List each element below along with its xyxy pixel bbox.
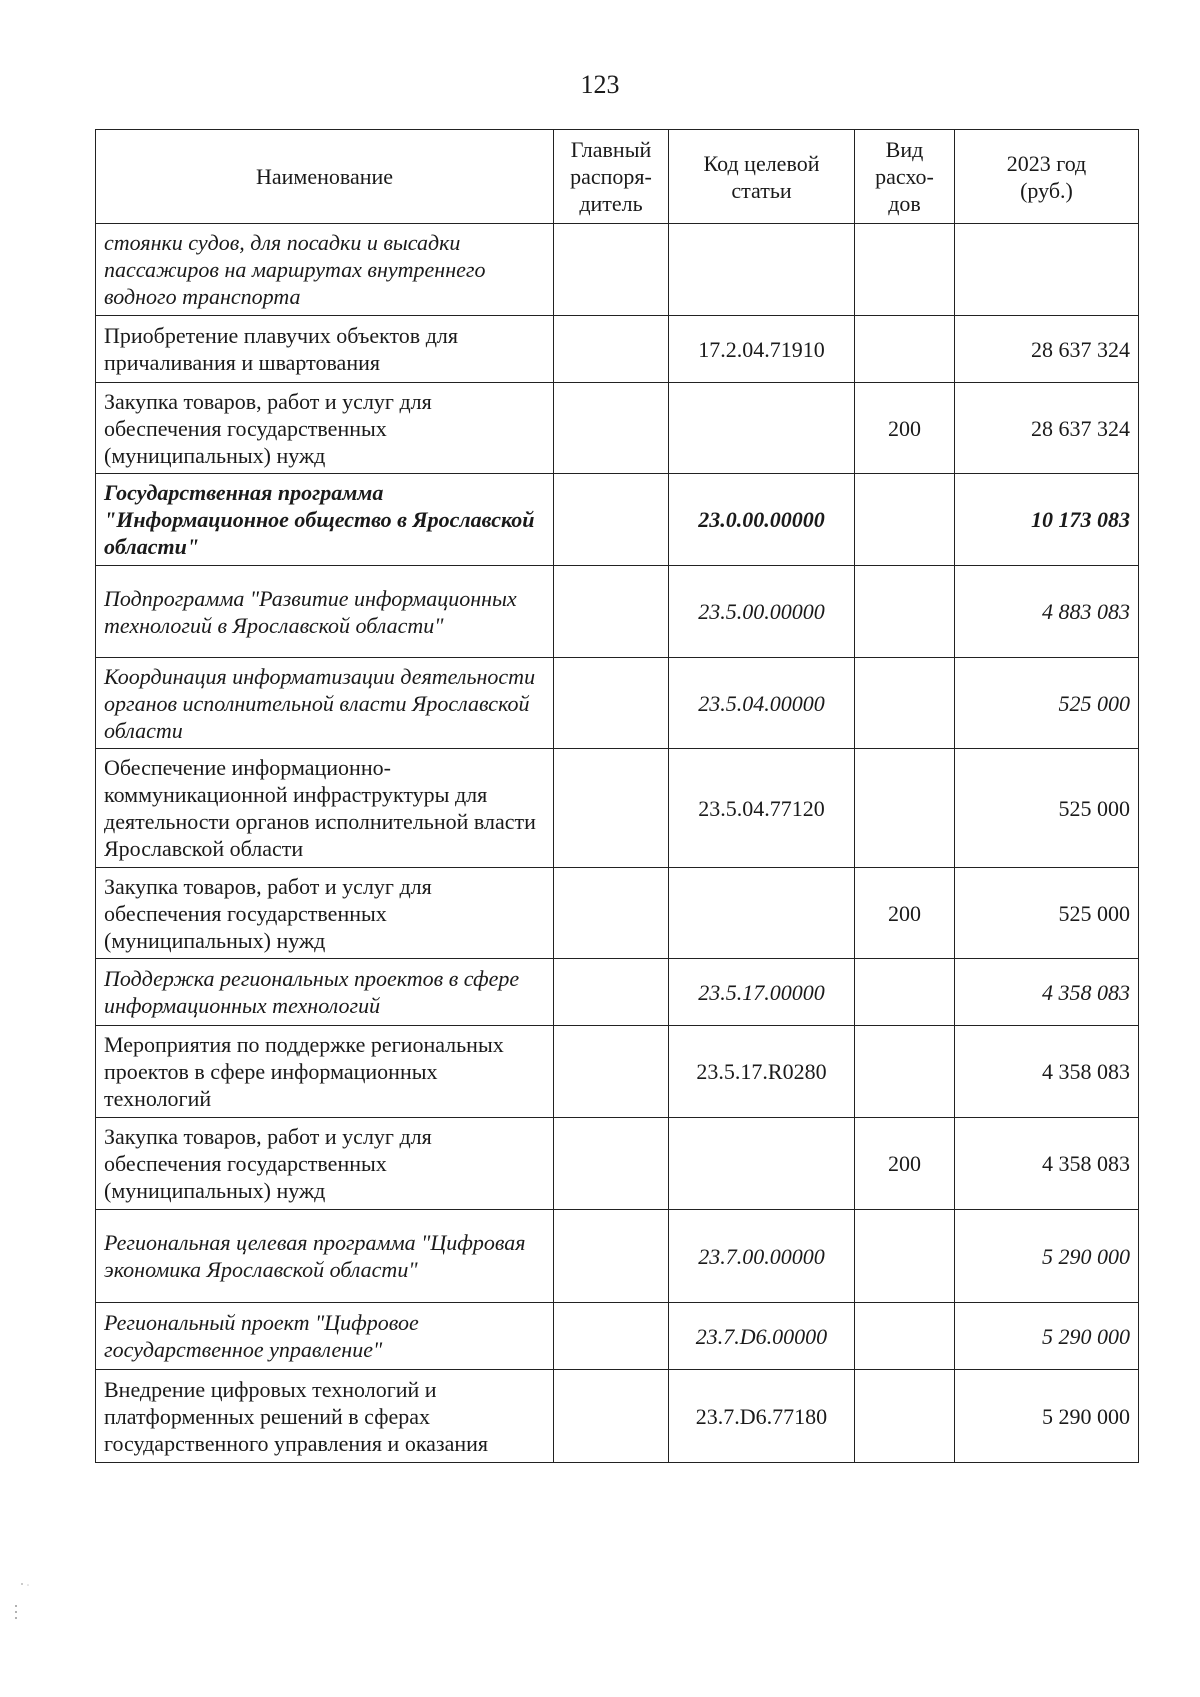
row-code: 17.2.04.71910 xyxy=(669,316,855,383)
row-vid xyxy=(855,749,955,868)
row-chief xyxy=(554,474,669,566)
row-sum: 28 637 324 xyxy=(955,383,1139,474)
row-chief xyxy=(554,566,669,658)
table-row xyxy=(96,1303,1139,1370)
scan-artifact xyxy=(14,1580,64,1630)
row-chief xyxy=(554,1303,669,1370)
row-name: Обеспечение информационно-коммуникационной инфраструктуры для деятельности органов исполнительной власти Ярославской области xyxy=(96,749,554,868)
row-code: 23.5.17.R0280 xyxy=(669,1026,855,1118)
table-row xyxy=(96,658,1139,749)
row-chief xyxy=(554,1210,669,1303)
row-name: Приобретение плавучих объектов для причаливания и швартования xyxy=(96,316,554,383)
row-sum: 525 000 xyxy=(955,749,1139,868)
table-row xyxy=(96,1118,1139,1210)
row-chief xyxy=(554,868,669,959)
table-row xyxy=(96,1210,1139,1303)
row-chief xyxy=(554,224,669,316)
row-name: Поддержка региональных проектов в сфере информационных технологий xyxy=(96,959,554,1026)
row-code: 23.0.00.00000 xyxy=(669,474,855,566)
row-sum: 5 290 000 xyxy=(955,1210,1139,1303)
header-code: Код целевой статьи xyxy=(669,130,855,224)
header-sum: 2023 год (руб.) xyxy=(955,130,1139,224)
row-name: Государственная программа "Информационное общество в Ярославской области" xyxy=(96,474,554,566)
row-sum: 10 173 083 xyxy=(955,474,1139,566)
row-sum: 5 290 000 xyxy=(955,1370,1139,1463)
table-body xyxy=(96,224,1139,1463)
table-row xyxy=(96,383,1139,474)
row-vid xyxy=(855,1026,955,1118)
table-row xyxy=(96,316,1139,383)
row-code: 23.5.04.77120 xyxy=(669,749,855,868)
row-vid xyxy=(855,566,955,658)
row-sum: 4 358 083 xyxy=(955,959,1139,1026)
table-row xyxy=(96,474,1139,566)
row-chief xyxy=(554,1026,669,1118)
row-vid xyxy=(855,658,955,749)
row-name: Закупка товаров, работ и услуг для обеспечения государственных (муниципальных) нужд xyxy=(96,1118,554,1210)
budget-table xyxy=(95,129,1139,1463)
row-code: 23.5.04.00000 xyxy=(669,658,855,749)
row-code: 23.7.00.00000 xyxy=(669,1210,855,1303)
row-sum xyxy=(955,224,1139,316)
row-sum: 4 883 083 xyxy=(955,566,1139,658)
row-code xyxy=(669,868,855,959)
table-row xyxy=(96,224,1139,316)
row-code xyxy=(669,383,855,474)
header-name: Наименование xyxy=(96,130,554,224)
row-vid xyxy=(855,1370,955,1463)
row-vid xyxy=(855,1303,955,1370)
row-name: Закупка товаров, работ и услуг для обеспечения государственных (муниципальных) нужд xyxy=(96,383,554,474)
row-vid xyxy=(855,1210,955,1303)
row-code: 23.7.D6.00000 xyxy=(669,1303,855,1370)
table-row xyxy=(96,1370,1139,1463)
row-chief xyxy=(554,749,669,868)
row-name: Региональный проект "Цифровое государственное управление" xyxy=(96,1303,554,1370)
table-row xyxy=(96,868,1139,959)
row-code xyxy=(669,224,855,316)
row-code: 23.7.D6.77180 xyxy=(669,1370,855,1463)
row-sum: 4 358 083 xyxy=(955,1026,1139,1118)
table-row xyxy=(96,959,1139,1026)
row-sum: 525 000 xyxy=(955,868,1139,959)
table-header-row xyxy=(96,130,1139,224)
row-code xyxy=(669,1118,855,1210)
row-chief xyxy=(554,959,669,1026)
header-vid: Вид расхо-дов xyxy=(855,130,955,224)
row-name: Координация информатизации деятельности органов исполнительной власти Ярославской области xyxy=(96,658,554,749)
row-sum: 4 358 083 xyxy=(955,1118,1139,1210)
page-number: 123 xyxy=(580,70,620,99)
row-sum: 525 000 xyxy=(955,658,1139,749)
row-vid xyxy=(855,316,955,383)
table-row xyxy=(96,1026,1139,1118)
row-vid: 200 xyxy=(855,383,955,474)
row-code: 23.5.00.00000 xyxy=(669,566,855,658)
row-vid: 200 xyxy=(855,868,955,959)
row-name: Внедрение цифровых технологий и платформенных решений в сферах государственного управления и оказания xyxy=(96,1370,554,1463)
row-chief xyxy=(554,316,669,383)
row-name: стоянки судов, для посадки и высадки пассажиров на маршрутах внутреннего водного транспорта xyxy=(96,224,554,316)
row-vid xyxy=(855,224,955,316)
row-sum: 5 290 000 xyxy=(955,1303,1139,1370)
row-vid xyxy=(855,474,955,566)
table-row xyxy=(96,749,1139,868)
row-name: Подпрограмма "Развитие информационных технологий в Ярославской области" xyxy=(96,566,554,658)
row-chief xyxy=(554,1370,669,1463)
row-chief xyxy=(554,658,669,749)
row-sum: 28 637 324 xyxy=(955,316,1139,383)
table-row xyxy=(96,566,1139,658)
row-chief xyxy=(554,1118,669,1210)
row-name: Закупка товаров, работ и услуг для обеспечения государственных (муниципальных) нужд xyxy=(96,868,554,959)
row-vid: 200 xyxy=(855,1118,955,1210)
row-vid xyxy=(855,959,955,1026)
row-chief xyxy=(554,383,669,474)
row-code: 23.5.17.00000 xyxy=(669,959,855,1026)
header-chief: Главный распоря-дитель xyxy=(554,130,669,224)
row-name: Мероприятия по поддержке региональных проектов в сфере информационных технологий xyxy=(96,1026,554,1118)
row-name: Региональная целевая программа "Цифровая экономика Ярославской области" xyxy=(96,1210,554,1303)
